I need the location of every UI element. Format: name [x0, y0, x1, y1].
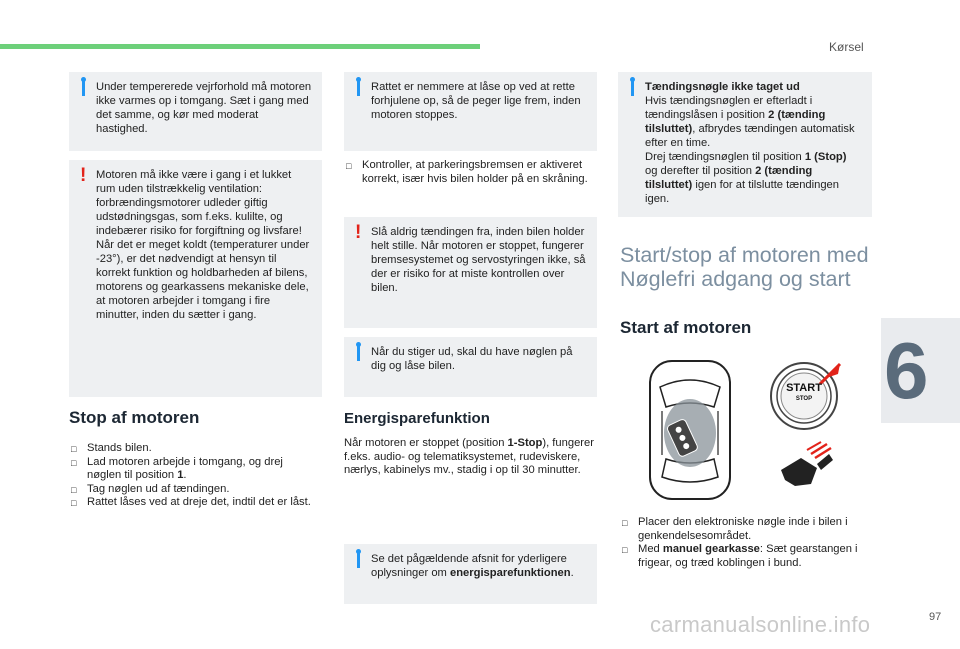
list-item: □ Stands bilen.	[71, 442, 152, 454]
list-item: □ Lad motoren arbejde i tomgang, og drej nøglen til position 1.	[71, 455, 283, 481]
info-box-energy-saving	[344, 544, 597, 604]
info-box-warmup	[69, 72, 322, 151]
info-icon	[354, 345, 364, 361]
info-text: Under tempererede vejrforhold må motoren ikke varmes op i tomgang. Sæt i gang med det samme, og kør med moderat hastighed.	[96, 81, 312, 135]
parking-brake-list	[344, 159, 596, 186]
list-item: □ Med manuel gearkasse: Sæt gearstangen i frigear, og træd koblingen i bund.	[622, 543, 858, 569]
section-name: Kørsel	[829, 40, 864, 54]
info-icon	[79, 80, 89, 96]
warning-icon: !	[355, 222, 362, 243]
warning-box-ventilation	[69, 160, 322, 397]
info-icon	[354, 552, 364, 568]
info-box-key-not-removed	[618, 72, 872, 217]
warning-text: Motoren må ikke være i gang i et lukket rum uden tilstrækkelig ventilation: forbrændingsmotorer udleder giftig udstødningsgas, som f.eks. kulilte, og indebærer risiko for forgiftning og livsfare! Når det er meget koldt (temperaturer under -23°), er det nødvendigt at hensyn til korrekt funktion og holdbarheden af bilens, motorens og gearkassens mekaniske dele, at motoren arbejder i tomgang i fire minutter, inden du sætter i gang.	[96, 169, 310, 321]
info-text: Se det pågældende afsnit for yderligere oplysninger om energisparefunktionen.	[371, 553, 574, 579]
info-icon	[354, 80, 364, 96]
info-icon	[628, 80, 638, 96]
header-accent-bar	[0, 44, 480, 49]
info-box-key	[344, 337, 597, 397]
stop-steps-list	[69, 442, 319, 510]
page-number: 97	[929, 611, 942, 623]
heading-stop-engine: Stop af motoren	[69, 408, 200, 427]
energy-saving-paragraph: Når motoren er stoppet (position 1-Stop), fungerer f.eks. audio- og telematiksystemet, rudeviskere, nærlys, kabinelys mv., stadig i op til 30 minutter.	[344, 437, 594, 476]
info-text: Når du stiger ud, skal du have nøglen på dig og låse bilen.	[371, 346, 573, 372]
watermark: carmanualsonline.info	[650, 612, 871, 637]
list-item: □ Placer den elektroniske nøgle inde i bilen i genkendelsesområdet.	[622, 516, 848, 542]
warning-icon: !	[80, 165, 87, 186]
warning-text: Slå aldrig tændingen fra, inden bilen holder helt stille. Når motoren er stoppet, fungerer bremsesystemet og servostyringen ikke, så der er risiko for at miste kontrollen over bilen.	[371, 226, 586, 294]
heading-energy-saving: Energisparefunktion	[344, 410, 490, 427]
car-top-view-illustration	[642, 355, 738, 505]
foot-pedal-illustration	[777, 440, 837, 490]
list-item: □ Kontroller, at parkeringsbremsen er aktiveret korrekt, især hvis bilen holder på en skråning.	[346, 159, 588, 185]
heading-start-engine: Start af motoren	[620, 318, 752, 337]
info-box-steering-lock	[344, 72, 597, 151]
list-item: □ Rattet låses ved at dreje det, indtil det er låst.	[71, 496, 311, 508]
start-steps-list	[620, 516, 872, 570]
start-button-label: START	[786, 382, 822, 394]
warning-box-ignition	[344, 217, 597, 328]
chapter-number: 6	[884, 326, 929, 415]
info-text: Tændingsnøgle ikke taget ud Hvis tændingsnøglen er efterladt i tændingslåsen i position 2 (tænding tilsluttet), afbrydes tændingen automatisk efter en time. Drej tændingsnøglen til position 1 (Stop) og derefter til position 2 (tænding tilsluttet) igen for at tilslutte tændingen igen.	[645, 81, 855, 205]
info-text: Rattet er nemmere at låse op ved at rette forhjulene op, så de peger lige frem, inden motoren stoppes.	[371, 81, 581, 121]
stop-button-label: STOP	[795, 396, 813, 402]
title-start-stop-keyless: Start/stop af motoren med Nøglefri adgang og start	[620, 243, 869, 291]
list-item: □ Tag nøglen ud af tændingen.	[71, 482, 230, 495]
